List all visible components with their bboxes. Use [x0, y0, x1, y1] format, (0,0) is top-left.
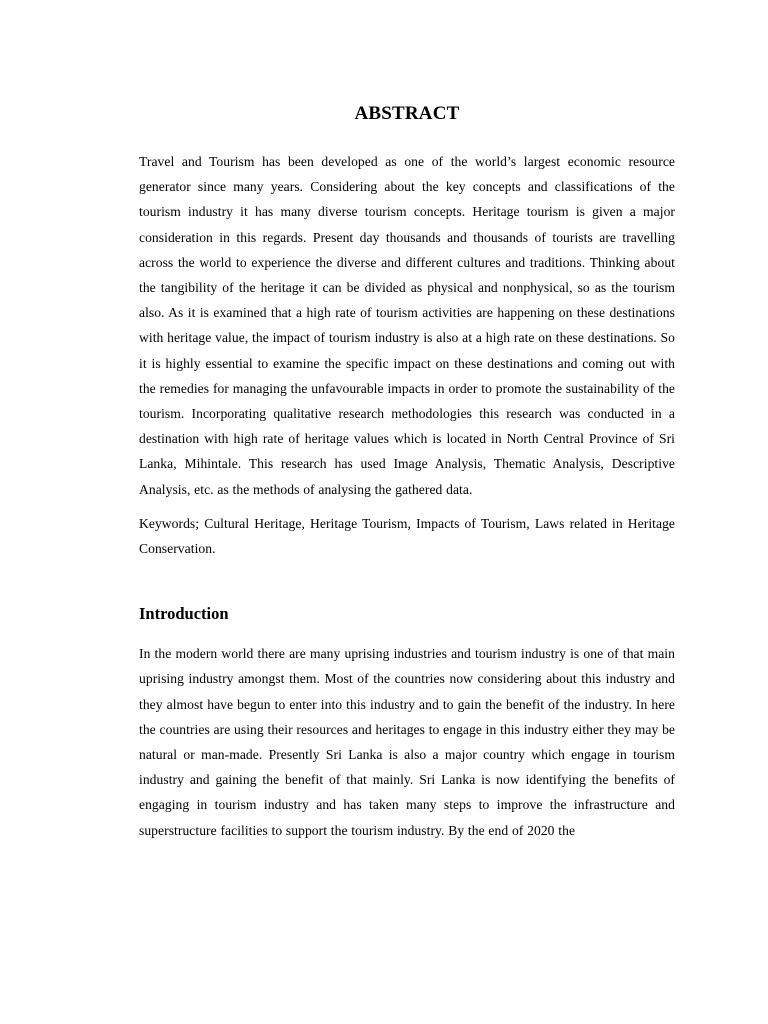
abstract-paragraph: Travel and Tourism has been developed as one of the world’s largest economic resource generator since many years. Considering about the key concepts and classifications of the tourism industry it has many diverse tourism concepts. Heritage tourism is given a major consideration in this regards. Present day thousands and thousands of tourists are travelling across the world to experience the diverse and different cultures and traditions. Thinking about the tangibility of the heritage it can be divided as physical and nonphysical, so as the tourism also. As it is examined that a high rate of tourism activities are happening on these destinations with heritage value, the impact of tourism industry is also at a high rate on these destinations. So it is highly essential to examine the specific impact on these destinations and coming out with the remedies for managing the unfavourable impacts in order to promote the sustainability of the tourism. Incorporating qualitative research methodologies this research was conducted in a destination with high rate of heritage values which is located in North Central Province of Sri Lanka, Mihintale. This research has used Image Analysis, Thematic Analysis, Descriptive Analysis, etc. as the methods of analysing the gathered data.	[139, 154, 675, 497]
page-content	[139, 100, 675, 843]
keywords-paragraph: Keywords; Cultural Heritage, Heritage Tourism, Impacts of Tourism, Laws related in Heritage Conservation.	[139, 515, 675, 557]
introduction-heading: Introduction	[139, 604, 229, 624]
introduction-paragraph: In the modern world there are many uprising industries and tourism industry is one of that main uprising industry amongst them. Most of the countries now considering about this industry and they almost have begun to enter into this industry and to gain the benefit of the industry. In here the countries are using their resources and heritages to engage in this industry either they may be natural or man-made. Presently Sri Lanka is also a major country which engage in tourism industry and gaining the benefit of that mainly. Sri Lanka is now identifying the benefits of engaging in tourism industry and has taken many steps to improve the infrastructure and superstructure facilities to support the tourism industry. By the end of 2020 the	[139, 646, 675, 838]
abstract-title: ABSTRACT	[354, 103, 460, 124]
